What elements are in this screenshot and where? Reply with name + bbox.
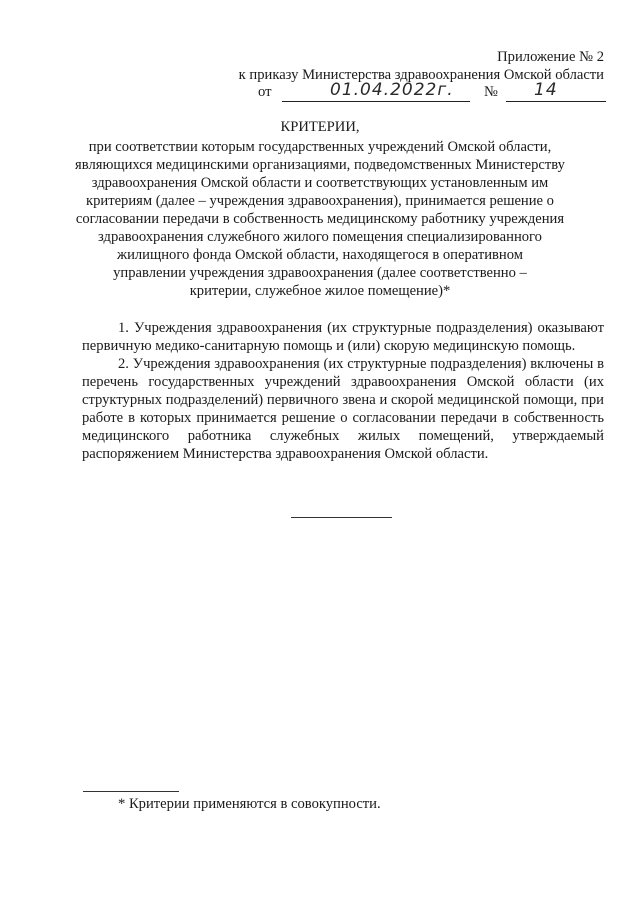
date-label: от [258,84,272,100]
appendix-header [239,48,604,84]
footnote-divider [83,791,179,792]
date-handwritten: 01.04.2022г. [330,80,454,100]
title-line: при соответствии которым государственных учреждений Омской области, [88,139,552,155]
order-date-number-line [258,80,606,104]
number-label: № [484,84,498,100]
criterion-paragraph-2: 2. Учреждения здравоохранения (их структурные подразделения) включены в перечень государственных учреждений здравоохранения Омской области (их структурных подразделений) первичного звена и скорой медицинской помощи, при работе в которых принимается решение о согласовании передачи в собственность медицинского работника служебных жилых помещений, утверждаемый распоряжением Министерства здравоохранения Омской области. [82,356,604,462]
number-handwritten: 14 [534,80,558,100]
title-line: здравоохранения Омской области и соответствующих установленным им [91,175,549,191]
title-line: здравоохранения служебного жилого помещения специализированного [98,229,542,245]
number-underline [506,101,606,102]
title-line: согласовании передачи в собственность медицинскому работнику учреждения [75,211,565,227]
criteria-title [60,118,580,300]
criteria-list [82,319,604,463]
appendix-number: Приложение № 2 [497,49,604,65]
date-underline [282,101,470,102]
order-reference: к приказу Министерства здравоохранения Омской области [238,67,604,83]
title-line: критерии, служебное жилое помещение)* [189,283,451,299]
title-line: критериям (далее – учреждения здравоохранения), принимается решение о [86,193,554,209]
title-line: являющихся медицинскими организациями, подведомственных Министерству [75,157,565,173]
section-divider [291,517,392,518]
title-line: жилищного фонда Омской области, находящегося в оперативном [117,247,523,263]
footnote-text: * Критерии применяются в совокупности. [118,796,381,812]
criterion-paragraph-1: 1. Учреждения здравоохранения (их структурные подразделения) оказывают первичную медико-санитарную помощь и (или) скорую медицинскую помощь. [82,320,604,354]
title-line: управлении учреждения здравоохранения (далее соответственно – [113,265,527,281]
title-heading: КРИТЕРИИ, [280,119,360,135]
